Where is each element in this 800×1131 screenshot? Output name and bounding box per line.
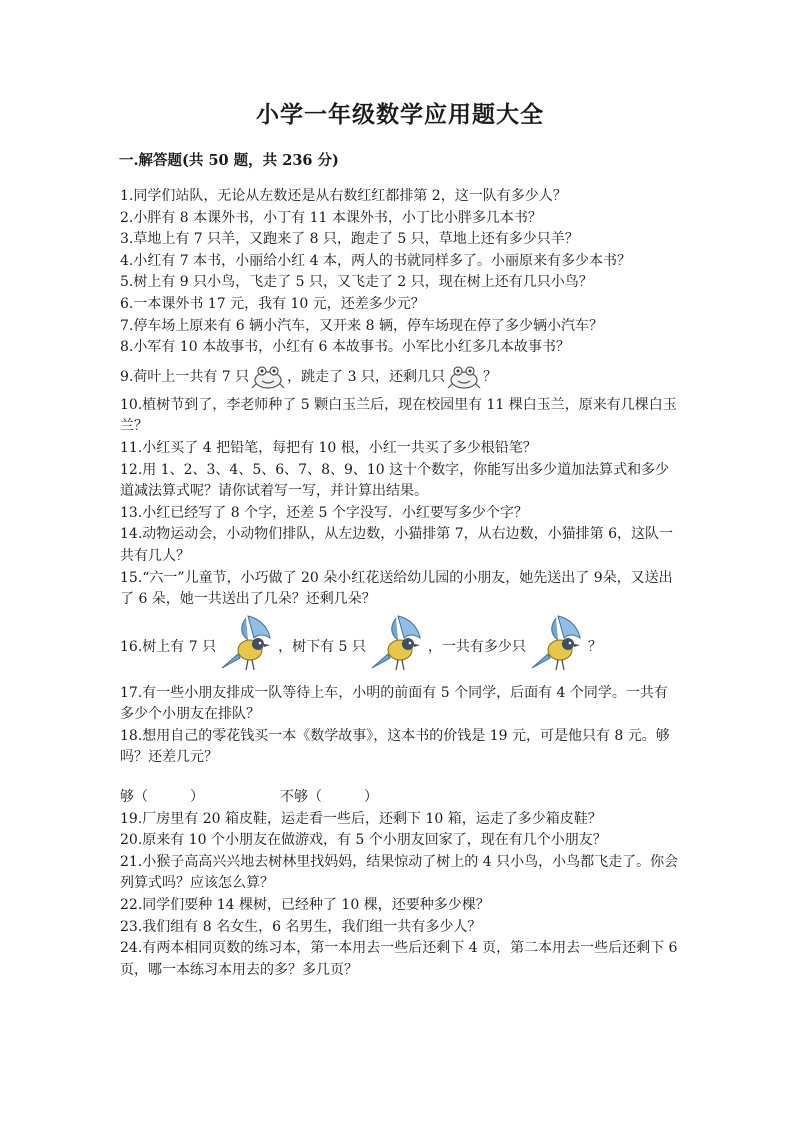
frog-icon [249,359,287,395]
question-11: 11.小红买了 4 把铅笔，每把有 10 根，小红一共买了多少根铅笔？ [120,439,537,456]
question-21: 21.小猴子高高兴兴地去树林里找妈妈，结果惊动了树上的 4 只小鸟，小鸟都飞走了。你会列算式吗？应该怎么算？ [120,853,679,892]
bird-icon [526,612,588,684]
bird-icon [366,612,428,684]
question-list [120,186,680,981]
question-3: 3.草地上有 7 只羊，又跑来了 8 只，跑走了 5 只，草地上还有多少只羊？ [120,231,579,248]
choice-not-enough: 不够（ ） [280,789,378,806]
question-12: 12.用 1、2、3、4、5、6、7、8、9、10 这十个数字，你能写出多少道加法算式和多少道减法算式呢？请你试着写一写，并计算出结果。 [120,461,670,500]
question-22: 22.同学们要种 14 棵树，已经种了 10 棵，还要种多少棵？ [120,897,490,914]
question-18-choices [120,787,680,809]
question-19: 19.厂房里有 20 箱皮鞋，运走看一些后，还剩下 10 箱，运走了多少箱皮鞋？ [120,810,602,827]
spacer [120,769,680,787]
question-15: 15.“六一”儿童节，小巧做了 20 朵小红花送给幼儿园的小朋友，她先送出了 9朵，又送出了 6 朵，她一共送出了几朵？还剩几朵？ [120,569,673,608]
question-13: 13.小红已经写了 8 个字，还差 5 个字没写．小红要写多少个字？ [120,504,528,521]
question-8: 8.小军有 10 本故事书，小红有 6 本故事书。小军比小红多几本故事书？ [120,339,570,356]
bird-icon [216,612,278,684]
question-18: 18.想用自己的零花钱买一本《数学故事》，这本书的价钱是 19 元，可是他只有 8 元。够吗？还差几元？ [120,727,670,766]
question-9-part-b: ，跳走了 3 只，还剩几只 [287,368,445,385]
question-4: 4.小红有 7 本书，小丽给小红 4 本，两人的书就同样多了。小丽原来有多少本书？ [120,252,631,269]
question-24: 24.有两本相同页数的练习本，第一本用去一些后还剩下 4 页，第二本用去一些后还剩下 6 页，哪一本练习本用去的多？多几页？ [120,940,678,978]
question-16 [120,613,680,683]
question-9-part-a: 9.荷叶上一共有 7 只 [120,368,250,385]
question-10: 10.植树节到了，李老师种了 5 颗白玉兰后，现在校园里有 11 棵白玉兰，原来有几棵白玉兰？ [120,396,677,435]
question-16-part-c: ，一共有多少只 [427,638,526,655]
question-6: 6.一本课外书 17 元，我有 10 元，还差多少元？ [120,295,425,312]
question-5: 5.树上有 9 只小鸟，飞走了 5 只，又飞走了 2 只，现在树上还有几只小鸟？ [120,274,593,291]
question-17: 17.有一些小朋友排成一队等待上车，小明的前面有 5 个同学，后面有 4 个同学。一共有多少个小朋友在排队？ [120,684,668,723]
question-20: 20.原来有 10 个小朋友在做游戏，有 5 个小朋友回家了，现在有几个小朋友？ [120,832,607,849]
question-23: 23.我们组有 8 名女生，6 名男生，我们组一共有多少人？ [120,918,482,935]
question-16-part-b: ，树下有 5 只 [278,638,366,655]
question-2: 2.小胖有 8 本课外书，小丁有 11 本课外书，小丁比小胖多几本书？ [120,209,542,226]
page-title: 小学一年级数学应用题大全 [256,101,544,128]
question-16-part-d: ？ [587,638,602,655]
question-16-part-a: 16.树上有 7 只 [120,638,217,655]
question-9-part-c: ？ [482,368,497,385]
frog-icon [445,359,483,395]
question-7: 7.停车场上原来有 6 辆小汽车，又开来 8 辆，停车场现在停了多少辆小汽车？ [120,317,603,334]
section-header: 一.解答题(共 50 题，共 236 分) [119,152,339,169]
choice-enough: 够（ ） [120,789,204,806]
question-14: 14.动物运动会，小动物们排队，从左边数，小猫排第 7，从右边数，小猫排第 6，这队一共有几人？ [120,526,673,564]
question-9 [120,359,680,395]
question-1: 1.同学们站队，无论从左数还是从右数红红都排第 2，这一队有多少人？ [120,188,567,204]
